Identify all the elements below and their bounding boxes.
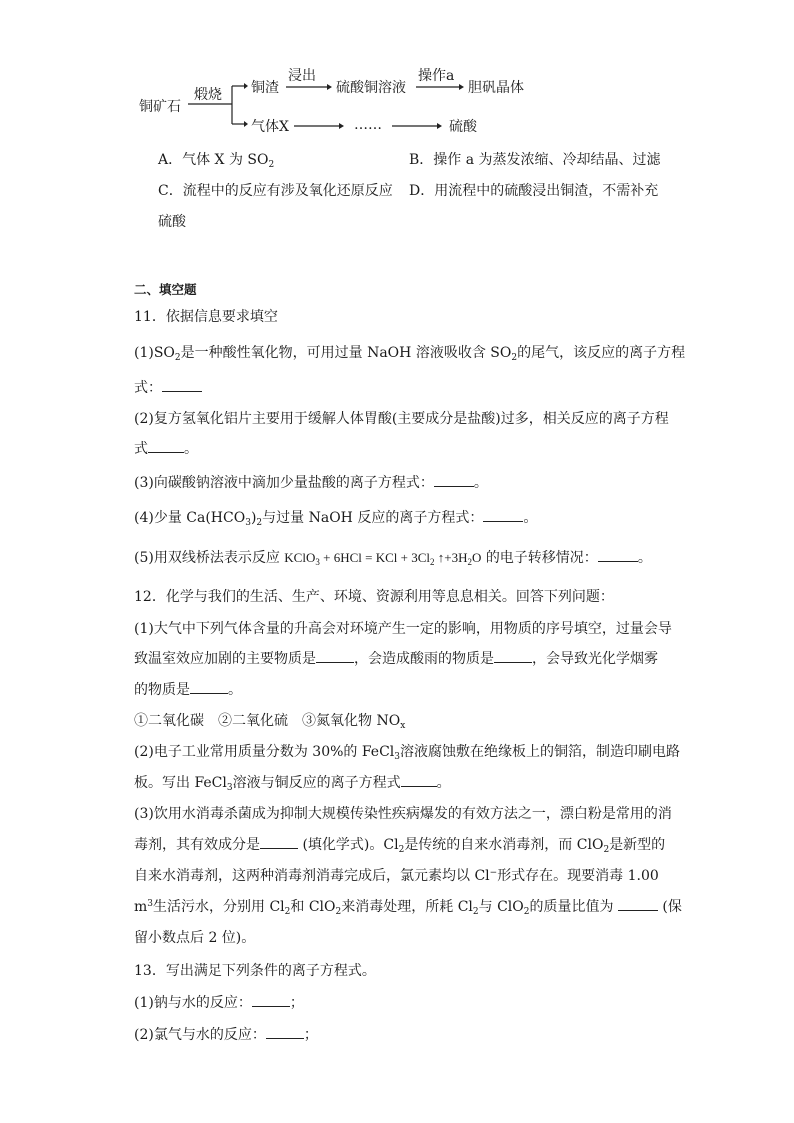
flow-slag: 铜渣	[251, 80, 279, 96]
q12-3a-answer-blank[interactable]	[260, 836, 298, 849]
q12-1c-answer-blank[interactable]	[190, 681, 228, 694]
q13-2-answer-blank[interactable]	[266, 1026, 304, 1039]
q11-3-answer-blank[interactable]	[434, 474, 474, 487]
q11-part2: (2)复方氢氧化铝片主要用于缓解人体胃酸(主要成分是盐酸)过多，相关反应的离子方程	[134, 411, 669, 427]
q12-1b-answer-blank[interactable]	[494, 650, 532, 663]
dots-to-acid-arrowhead	[437, 123, 442, 129]
flow-dots: ……	[354, 117, 382, 133]
q12-part2-line2: 板。写出 FeCl$_3$溶液与铜反应的离子方程式 。	[134, 775, 451, 793]
q13-part1: (1)钠与水的反应： ；	[134, 995, 304, 1011]
operation-a-arrowhead	[459, 84, 464, 90]
q11-4-answer-blank[interactable]	[483, 509, 523, 522]
flow-arrows	[0, 0, 794, 150]
q11-part3: (3)向碳酸钠溶液中滴加少量盐酸的离子方程式： 。	[134, 475, 488, 491]
flow-roast-label: 煅烧	[194, 87, 222, 103]
option-c: C．流程中的反应有涉及氧化还原反应	[158, 183, 393, 199]
gas-arrowhead	[244, 121, 248, 127]
q11-part1-answer: 式：	[134, 379, 202, 397]
q11-1-answer-blank[interactable]	[162, 379, 202, 392]
slag-arrowhead	[244, 83, 248, 89]
q12-part3-line5: 留小数点后 2 位)。	[134, 930, 256, 946]
q11-part1: $(1)SO_2$是一种酸性氧化物，可用过量 NaOH 溶液吸收含 $SO_2$的尾气，该反应的离子方程	[134, 345, 686, 363]
q12-part3-line4: $m^3$生活污水，分别用 $Cl_2$和 ClO$_2$来消毒处理，所耗 $Cl_2$与 ClO$_2$的质量比值为 (保	[134, 899, 682, 917]
q12-choices: ①二氧化碳 ②二氧化硫 ③氮氧化物 $NO_x$	[134, 713, 406, 731]
flow-ore: 铜矿石	[139, 99, 181, 115]
q13-stem: 13．写出满足下列条件的离子方程式。	[134, 963, 376, 979]
option-a: A．气体 X 为 $SO_2$	[158, 152, 275, 170]
q12-part2-line1: (2)电子工业常用质量分数为 30%的 FeCl$_3$溶液腐蚀敷在绝缘板上的铜箔，制造印刷电路	[134, 744, 681, 762]
q11-part5: (5)用双线桥法表示反应 KClO$_3$ + 6HCl = KCl + $3Cl_2$ $↑+3H_2O$ 的电子转移情况： 。	[134, 550, 652, 567]
option-d-continued: 硫酸	[158, 214, 186, 230]
q11-stem: 11．依据信息要求填空	[134, 309, 278, 325]
option-d: D．用流程中的硫酸浸出铜渣，不需补充	[409, 183, 659, 199]
q11-5-answer-blank[interactable]	[598, 549, 638, 562]
q12-part1-line1: (1)大气中下列气体含量的升高会对环境产生一定的影响，用物质的序号填空，过量会导	[134, 621, 672, 637]
q12-part1-line2: 致温室效应加剧的主要物质是 ，会造成酸雨的物质是 ，会导致光化学烟雾	[134, 651, 658, 667]
flow-leach-label: 浸出	[288, 68, 316, 84]
q11-part4: (4)少量 $Ca(HCO_3)_2$与过量 NaOH 反应的离子方程式： 。	[134, 510, 538, 528]
flow-gas-x: 气体X	[251, 119, 289, 135]
flow-crystal: 胆矾晶体	[468, 80, 524, 96]
section-title: 二、填空题	[134, 282, 197, 297]
q12-part3-line2: 毒剂，其有效成分是 (填化学式)。$Cl_2$是传统的自来水消毒剂，而 ClO$_2$是新型的	[134, 837, 666, 855]
q12-part3-line3: 自来水消毒剂，这两种消毒剂消毒完成后，氯元素均以 Cl−形式存在。现要消毒 1.00	[134, 868, 659, 884]
q11-2-answer-blank[interactable]	[148, 440, 184, 453]
q12-2-answer-blank[interactable]	[401, 774, 437, 787]
option-b: B．操作 a 为蒸发浓缩、冷却结晶、过滤	[409, 152, 661, 168]
q11-part2-answer: 式 。	[134, 441, 198, 457]
q12-stem: 12．化学与我们的生活、生产、环境、资源利用等息息相关。回答下列问题：	[134, 589, 614, 605]
q12-1a-answer-blank[interactable]	[316, 650, 354, 663]
q13-part2: (2)氯气与水的反应： ；	[134, 1027, 318, 1043]
flow-solution: 硫酸铜溶液	[336, 80, 406, 96]
leach-arrowhead	[327, 84, 332, 90]
flow-operation-a-label: 操作a	[418, 68, 455, 84]
q12-3b-answer-blank[interactable]	[618, 898, 658, 911]
gas-to-dots-arrowhead	[339, 123, 344, 129]
q12-part3-line1: (3)饮用水消毒杀菌成为抑制大规模传染性疾病爆发的有效方法之一，漂白粉是常用的消	[134, 806, 672, 822]
flow-acid: 硫酸	[449, 119, 477, 135]
q13-1-answer-blank[interactable]	[252, 994, 290, 1007]
q12-part1-line3: 的物质是 。	[134, 682, 242, 698]
